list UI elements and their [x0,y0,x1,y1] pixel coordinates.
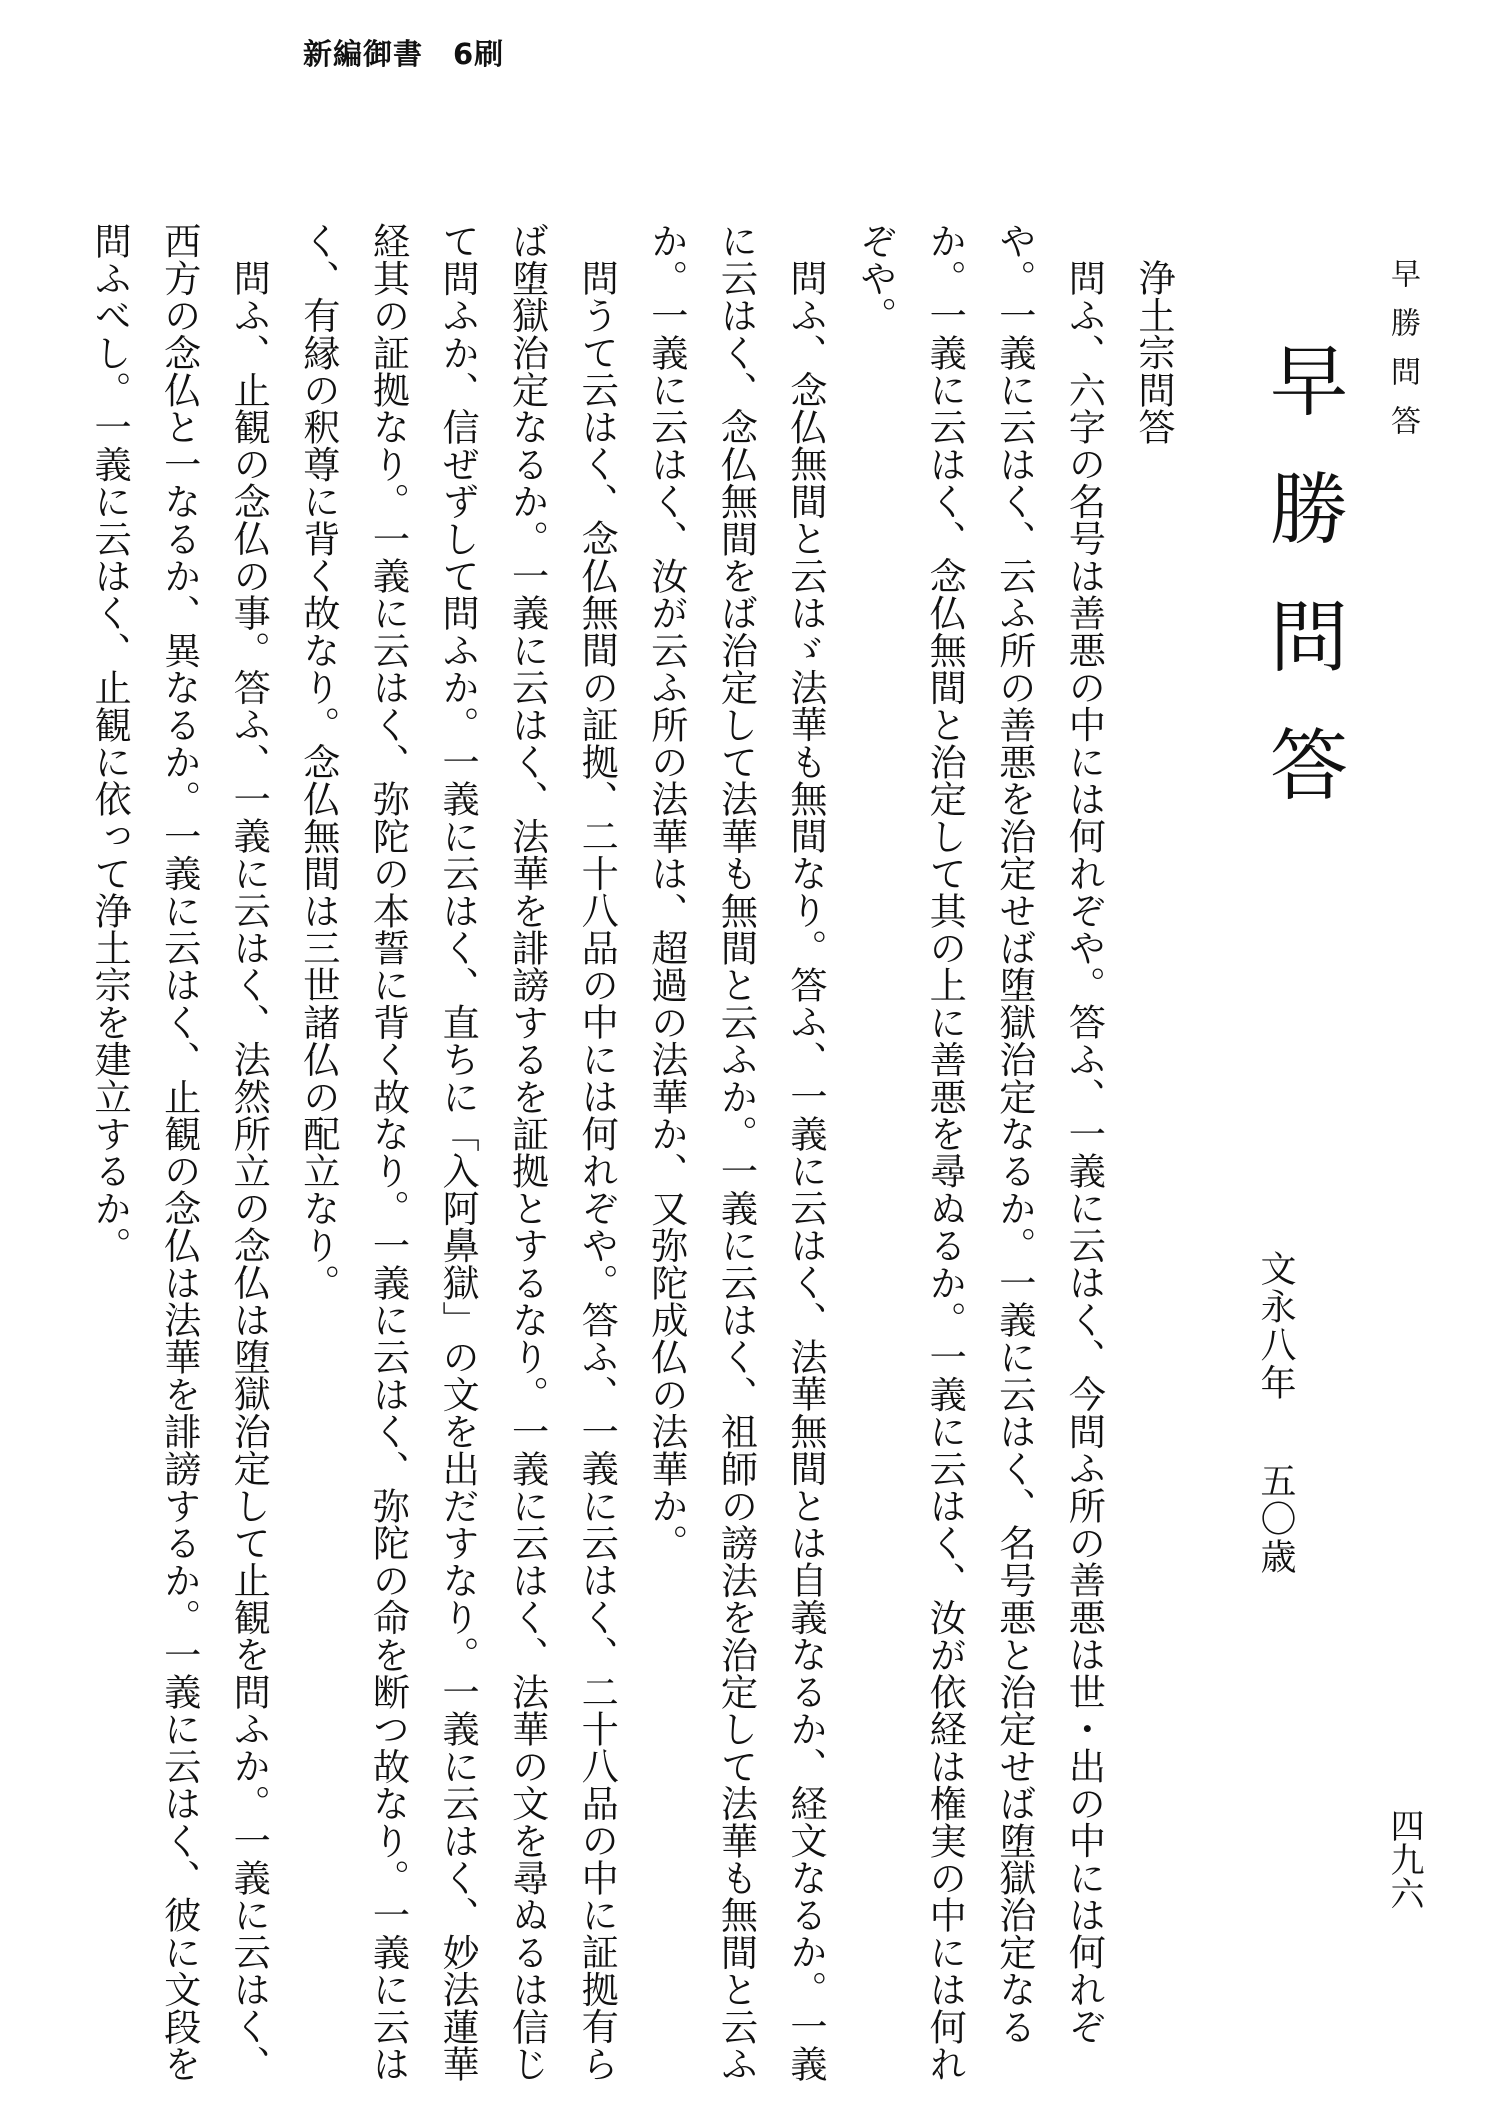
paragraph-1: 問ふ、六字の名号は善悪の中には何れぞや。答ふ、一義に云はく、今問ふ所の善悪は世・出の中には何れぞや。一義に云はく、云ふ所の善悪を治定せば堕獄治定なるか。一義に云はく、名号悪と治定せば堕獄治定なるか。一義に云はく、念仏無間と治定して其の上に善悪を尋ぬるか。一義に云はく、汝が依経は権実の中には何れぞや。 [853,222,1107,2082]
paragraph-4: 問ふ、止観の念仏の事。答ふ、一義に云はく、法然所立の念仏は堕獄治定して止観を問ふか。一義に云はく、西方の念仏と一なるか、異なるか。一義に云はく、止観の念仏は法華を誹謗するか。一義に云はく、彼に文段を問ふべし。一義に云はく、止観に依って浄土宗を建立するか。 [88,222,272,2082]
document-title: 早勝問答 [1257,340,1347,852]
paragraph-3: 問うて云はく、念仏無間の証拠、二十八品の中には何れぞや。答ふ、一義に云はく、二十八品の中に証拠有らば堕獄治定なるか。一義に云はく、法華を誹謗するを証拠とするなり。一義に云はく、法華の文を尋ぬるは信じて問ふか、信ぜずして問ふか。一義に云はく、直ちに「入阿鼻獄」の文を出だすなり。一義に云はく、妙法蓮華経其の証拠なり。一義に云はく、弥陀の本誓に背く故なり。一義に云はく、弥陀の命を断つ故なり。一義に云はく、有縁の釈尊に背く故なり。念仏無間は三世諸仏の配立なり。 [296,222,620,2082]
date-line [1250,1250,1301,1576]
running-head: 早勝問答 [1385,258,1420,454]
body-text [75,222,1189,2102]
print-stamp: 新編御書 6刷 [303,37,505,71]
paragraph-2: 問ふ、念仏無間と云はゞ法華も無間なり。答ふ、一義に云はく、法華無間とは自義なるか、経文なるか。一義に云はく、念仏無間をば治定して法華も無間と云ふか。一義に云はく、祖師の謗法を治定して法華も無間と云ふか。一義に云はく、汝が云ふ所の法華は、超過の法華か、又弥陀成仏の法華か。 [644,222,829,2082]
age-label: 五〇歳 [1255,1462,1296,1576]
era-label: 文永八年 [1255,1250,1296,1402]
page-number: 四九六 [1384,1808,1424,1910]
section-heading: 浄土宗問答 [1132,259,1176,446]
